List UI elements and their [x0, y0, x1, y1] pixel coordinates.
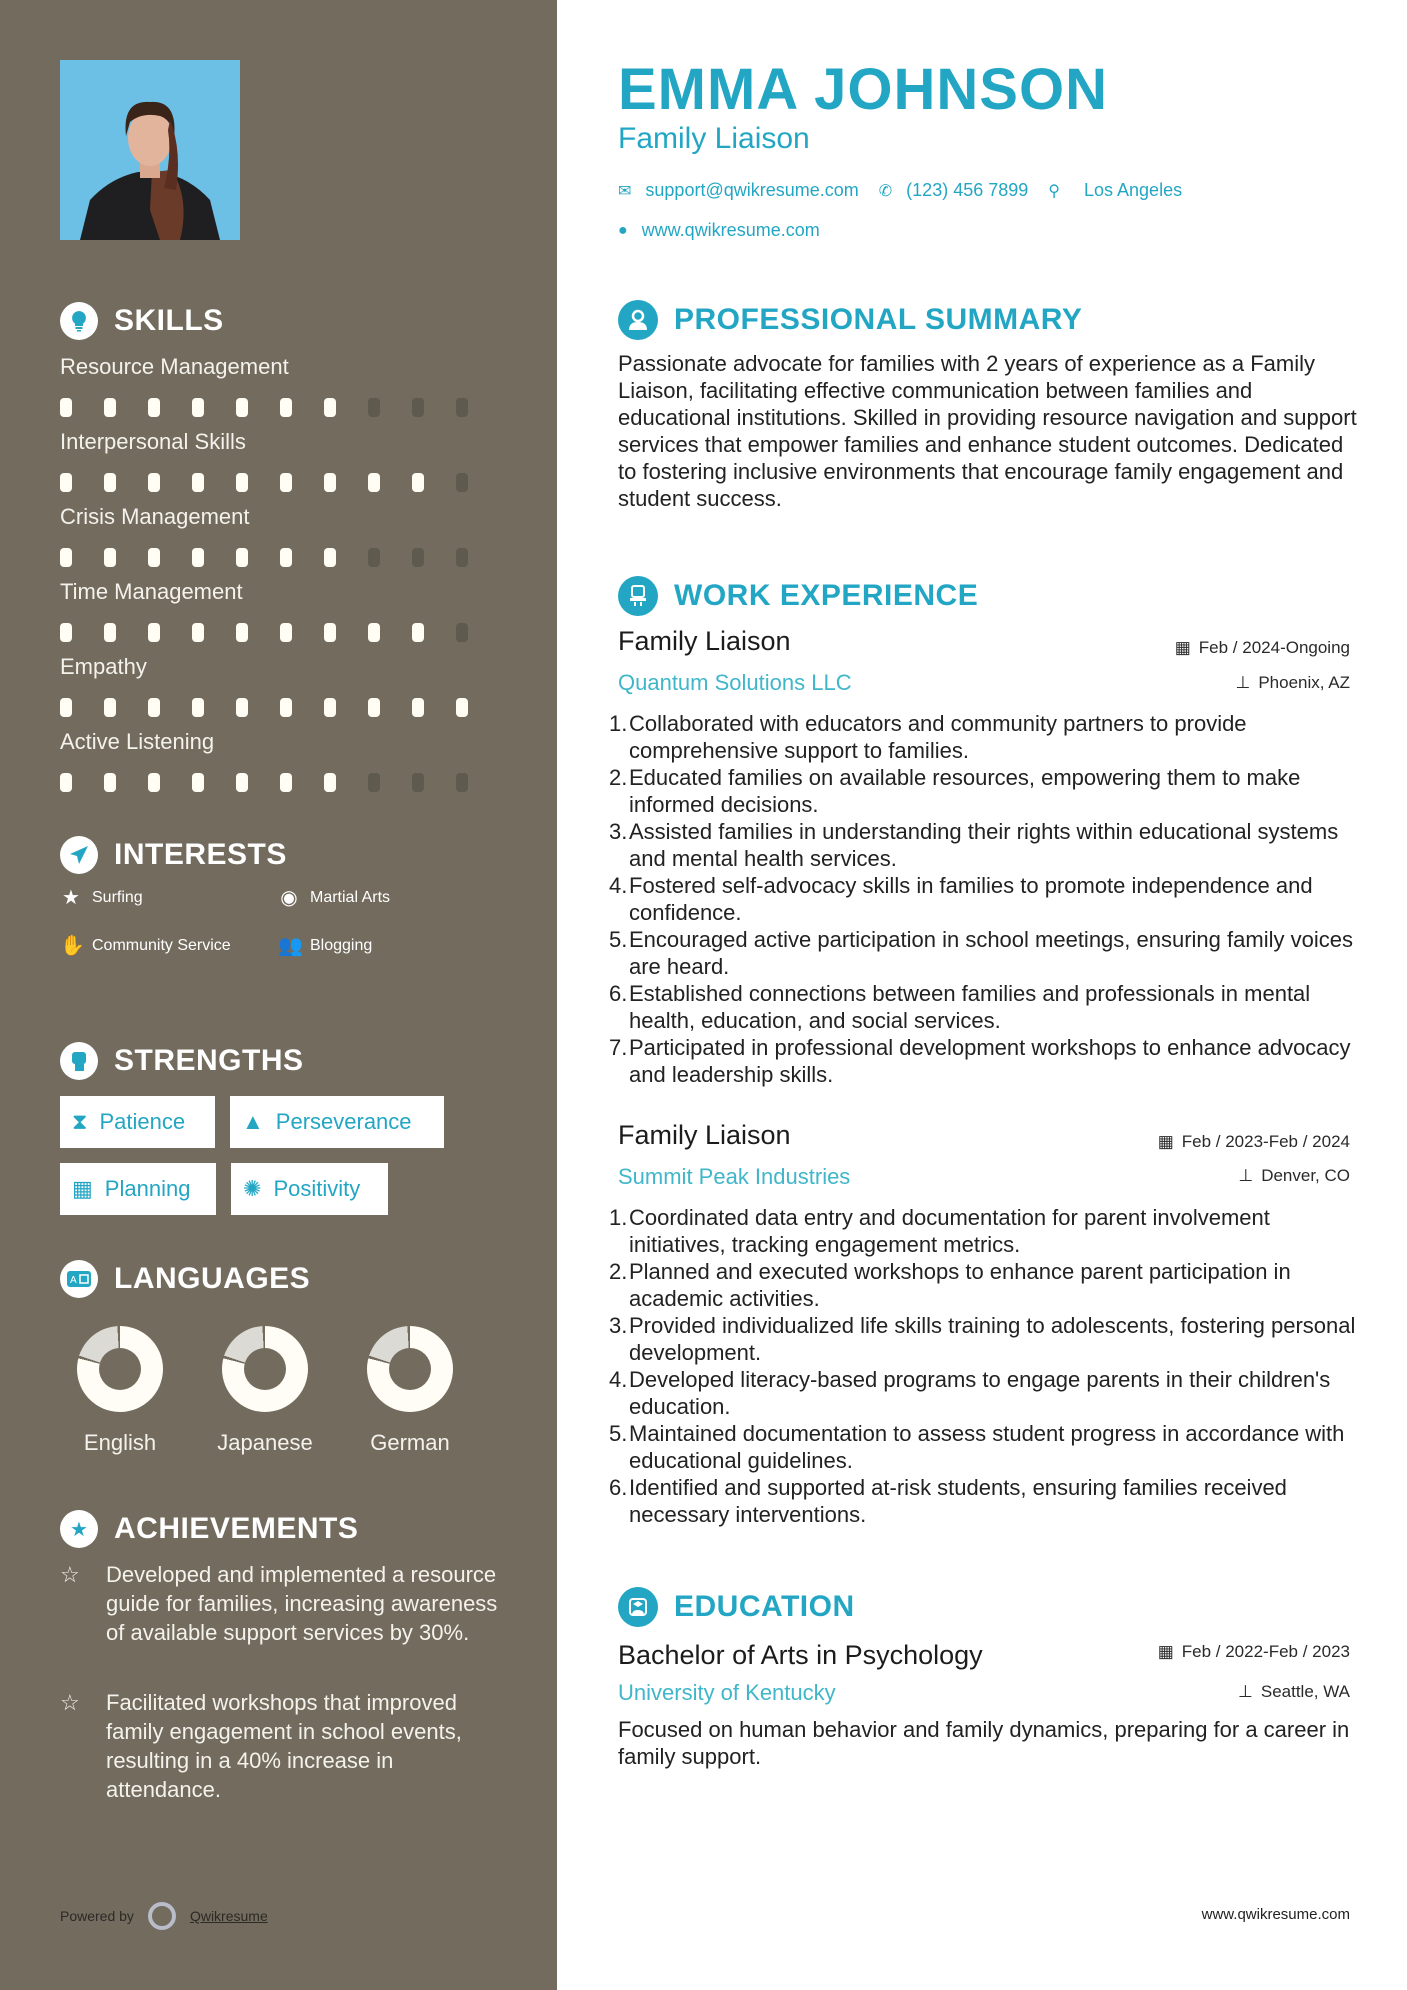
bullet-item: [609, 980, 1369, 1034]
rating-dot: [192, 698, 204, 717]
strength-patience: [60, 1096, 215, 1148]
rating-dot: [60, 623, 72, 642]
rating-dot: [104, 398, 116, 417]
location-text: Phoenix, AZ: [1258, 673, 1350, 692]
skill-name: Resource Management: [60, 354, 289, 379]
phone-icon: ✆: [878, 182, 893, 200]
bullet-text: Assisted families in understanding their rights within educational systems and mental health services.: [629, 819, 1339, 871]
rating-dot: [324, 473, 336, 492]
skill-item: [60, 429, 500, 492]
bullet-number: 4.: [609, 873, 628, 898]
rating-dot: [412, 698, 424, 717]
rating-dot: [192, 623, 204, 642]
rating-dot: [148, 698, 160, 717]
company-name: Quantum Solutions LLC: [618, 670, 852, 695]
bullet-number: 6.: [609, 1475, 628, 1500]
strengths-header: [60, 1042, 304, 1080]
bullet-number: 4.: [609, 1367, 628, 1392]
language-name: Japanese: [217, 1430, 313, 1455]
rating-dot: [148, 548, 160, 567]
calendar-icon: ▦: [72, 1176, 93, 1201]
phone-number: (123) 456 7899: [906, 180, 1029, 200]
bullet-number: 2.: [609, 765, 628, 790]
job-dates: [1158, 1132, 1350, 1152]
achievement-text: Facilitated workshops that improved family engagement in school events, resulting in a 40% increase in attendance.: [106, 1690, 462, 1802]
company-name: Summit Peak Industries: [618, 1164, 851, 1189]
rating-dot: [236, 623, 248, 642]
bullet-text: Developed literacy-based programs to engage parents in their children's education.: [629, 1367, 1331, 1419]
location-text: Seattle, WA: [1260, 1682, 1350, 1701]
bullet-item: [609, 1366, 1369, 1420]
rating-dot: [368, 698, 380, 717]
graduate-icon: [618, 1587, 658, 1627]
rating-dot: [104, 698, 116, 717]
degree: Bachelor of Arts in Psychology: [618, 1640, 983, 1670]
achievements-heading: ACHIEVEMENTS: [114, 1512, 359, 1545]
bullet-text: Established connections between families and professionals in mental health, education, and social services.: [629, 981, 1311, 1033]
rating-dot: [192, 473, 204, 492]
achievements-header: [60, 1510, 358, 1548]
star-icon: ★: [62, 887, 80, 909]
calendar-icon: ▦: [1157, 1132, 1174, 1151]
interest-label: Community Service: [92, 937, 231, 954]
interest-surfing: [60, 884, 143, 912]
strengths-heading: STRENGTHS: [114, 1044, 304, 1077]
rating-dot: [368, 773, 380, 792]
languages-header: [60, 1260, 310, 1298]
achievement-item: [60, 1688, 500, 1804]
rating-dot: [60, 473, 72, 492]
strength-planning: [60, 1163, 216, 1215]
experience-heading: WORK EXPERIENCE: [674, 579, 979, 612]
strength-label: Planning: [104, 1176, 191, 1201]
rating-dot: [456, 623, 468, 642]
rating-dot: [324, 698, 336, 717]
rating-dot: [324, 623, 336, 642]
rating-dot: [104, 548, 116, 567]
job-dates: [1175, 638, 1350, 658]
skills-header: [60, 302, 224, 340]
job-location: [1238, 1166, 1350, 1186]
star-award-icon: ★: [60, 1510, 98, 1548]
dates-text: Feb / 2024-Ongoing: [1198, 638, 1350, 657]
summary-heading: PROFESSIONAL SUMMARY: [674, 303, 1083, 336]
bullet-number: 2.: [609, 1259, 628, 1284]
rating-dot: [148, 623, 160, 642]
globe-icon: ◉: [280, 887, 298, 909]
users-icon: 👥: [278, 935, 303, 957]
bullet-item: [609, 1474, 1369, 1528]
language-english: [60, 1326, 180, 1456]
rating-dot: [456, 473, 468, 492]
experience-header: [618, 576, 978, 616]
language-japanese: [205, 1326, 325, 1456]
education-location: [1238, 1682, 1350, 1702]
bullet-number: 7.: [609, 1035, 628, 1060]
skills-heading: SKILLS: [114, 304, 224, 337]
language-icon: [60, 1260, 98, 1298]
user-icon: [618, 300, 658, 340]
skill-name: Time Management: [60, 579, 243, 604]
strength-perseverance: [230, 1096, 444, 1148]
rating-dot: [148, 773, 160, 792]
language-german: [350, 1326, 470, 1456]
skill-rating: [60, 473, 500, 492]
rating-dot: [368, 623, 380, 642]
summary-header: [618, 300, 1082, 340]
interest-community-service: [60, 932, 260, 960]
rating-dot: [104, 773, 116, 792]
bullet-number: 3.: [609, 1313, 628, 1338]
bullet-item: [609, 710, 1369, 764]
rating-dot: [236, 398, 248, 417]
main-content: [557, 0, 1407, 1990]
envelope-icon: ✉: [618, 182, 632, 200]
dates-text: Feb / 2023-Feb / 2024: [1181, 1132, 1350, 1151]
rating-dot: [60, 398, 72, 417]
bullet-text: Planned and executed workshops to enhance parent participation in academic activities.: [629, 1259, 1291, 1311]
bullet-item: [609, 1312, 1369, 1366]
rating-dot: [236, 698, 248, 717]
rating-dot: [368, 548, 380, 567]
skill-name: Interpersonal Skills: [60, 429, 246, 454]
interests-heading: INTERESTS: [114, 838, 287, 871]
rating-dot: [412, 548, 424, 567]
star-award-icon: ☆: [60, 1690, 80, 1715]
strength-label: Positivity: [273, 1176, 361, 1201]
powered-by: [60, 1902, 268, 1930]
skill-rating: [60, 773, 500, 792]
rating-dot: [368, 473, 380, 492]
profile-photo: [60, 60, 240, 240]
email-link[interactable]: support@qwikresume.com: [645, 180, 859, 200]
hand-icon: ✋: [60, 935, 85, 957]
rating-dot: [324, 773, 336, 792]
rating-dot: [324, 548, 336, 567]
skill-name: Crisis Management: [60, 504, 250, 529]
location-text: Denver, CO: [1261, 1166, 1350, 1185]
bullet-item: [609, 926, 1369, 980]
bullet-text: Coordinated data entry and documentation for parent involvement initiatives, tracking engagement metrics.: [629, 1205, 1270, 1257]
sidebar: [0, 0, 557, 1990]
rating-dot: [60, 548, 72, 567]
rating-dot: [60, 773, 72, 792]
rating-dot: [236, 473, 248, 492]
skill-item: [60, 354, 500, 417]
interests-header: [60, 836, 287, 874]
rating-dot: [104, 623, 116, 642]
road-icon: ▲: [242, 1109, 264, 1134]
bullet-text: Participated in professional development workshops to enhance advocacy and leadership skills.: [629, 1035, 1351, 1087]
skill-rating: [60, 548, 500, 567]
skill-rating: [60, 623, 500, 642]
bullet-number: 3.: [609, 819, 628, 844]
paper-plane-icon: [60, 836, 98, 874]
pin-icon: ⊥: [1235, 673, 1251, 692]
skill-rating: [60, 398, 500, 417]
rating-dot: [368, 398, 380, 417]
education-dates: [1158, 1642, 1350, 1662]
rating-dot: [148, 398, 160, 417]
qwikresume-link[interactable]: Qwikresume: [189, 1908, 268, 1924]
candidate-title: Family Liaison: [618, 122, 810, 155]
bullet-item: [609, 818, 1369, 872]
bullet-number: 1.: [609, 1205, 628, 1230]
achievement-item: [60, 1560, 500, 1647]
candidate-name: EMMA JOHNSON: [618, 57, 1108, 122]
bullet-item: [609, 1204, 1369, 1258]
bullet-number: 1.: [609, 711, 628, 736]
rating-dot: [280, 623, 292, 642]
rating-dot: [192, 548, 204, 567]
rating-dot: [280, 773, 292, 792]
bullet-item: [609, 1034, 1369, 1088]
bullet-item: [609, 1420, 1369, 1474]
skill-item: [60, 504, 500, 567]
map-pin-icon: ⚲: [1048, 182, 1060, 200]
fist-icon: [60, 1042, 98, 1080]
bullet-number: 6.: [609, 981, 628, 1006]
interest-blogging: [278, 932, 372, 960]
school-name: University of Kentucky: [618, 1680, 836, 1705]
skill-item: [60, 654, 500, 717]
bullet-number: 5.: [609, 927, 628, 952]
pin-icon: ⊥: [1238, 1166, 1254, 1185]
interest-label: Surfing: [92, 889, 143, 906]
location: Los Angeles: [1084, 180, 1183, 200]
dates-text: Feb / 2022-Feb / 2023: [1181, 1642, 1350, 1661]
skill-name: Empathy: [60, 654, 147, 679]
contact-row: [618, 180, 1182, 201]
skill-name: Active Listening: [60, 729, 215, 754]
interest-label: Martial Arts: [310, 889, 391, 906]
star-award-icon: ☆: [60, 1562, 80, 1587]
bullet-text: Educated families on available resources, empowering them to make informed decisions.: [629, 765, 1301, 817]
job-bullets: [609, 710, 1369, 1088]
education-header: [618, 1587, 855, 1627]
rating-dot: [412, 623, 424, 642]
skill-item: [60, 579, 500, 642]
rating-dot: [280, 698, 292, 717]
rating-dot: [456, 698, 468, 717]
website-link[interactable]: www.qwikresume.com: [641, 220, 820, 240]
rating-dot: [104, 473, 116, 492]
rating-dot: [280, 548, 292, 567]
bullet-number: 5.: [609, 1421, 628, 1446]
rating-dot: [148, 473, 160, 492]
footer-website[interactable]: www.qwikresume.com: [1201, 1906, 1350, 1923]
rating-dot: [456, 548, 468, 567]
language-level-chart: [77, 1326, 163, 1412]
education-description: Focused on human behavior and family dynamics, preparing for a career in family support.: [618, 1717, 1350, 1769]
rating-dot: [456, 773, 468, 792]
svg-text:A: A: [70, 1275, 77, 1286]
calendar-icon: ▦: [1174, 638, 1191, 657]
language-name: German: [370, 1430, 450, 1455]
summary-text: Passionate advocate for families with 2 years of experience as a Family Liaison, facilitating effective communication between families and educational institutions. Skilled in providing resource navigation and support services that empower families and enhance student outcomes. Dedicated to fostering inclusive environments that encourage family engagement and student success.: [618, 351, 1357, 511]
rating-dot: [412, 473, 424, 492]
rating-dot: [236, 773, 248, 792]
language-level-chart: [367, 1326, 453, 1412]
bullet-item: [609, 764, 1369, 818]
job-title: Family Liaison: [618, 1120, 791, 1150]
calendar-icon: ▦: [1157, 1642, 1174, 1661]
languages-heading: LANGUAGES: [114, 1262, 311, 1295]
skill-rating: [60, 698, 500, 717]
powered-by-label: Powered by: [60, 1908, 134, 1924]
bullet-text: Maintained documentation to assess student progress in accordance with educational guidelines.: [629, 1421, 1345, 1473]
website-row: [618, 220, 820, 241]
rating-dot: [412, 398, 424, 417]
globe-icon: ●: [618, 221, 628, 239]
language-name: English: [83, 1430, 157, 1455]
rating-dot: [280, 398, 292, 417]
interest-martial-arts: [278, 884, 390, 912]
bullet-text: Provided individualized life skills training to adolescents, fostering personal development.: [629, 1313, 1356, 1365]
hourglass-icon: ⧗: [72, 1109, 88, 1134]
bullet-text: Collaborated with educators and community partners to provide comprehensive support to families.: [629, 711, 1247, 763]
qwikresume-logo-icon: [148, 1902, 176, 1930]
achievement-text: Developed and implemented a resource guide for families, increasing awareness of available support services by 30%.: [106, 1562, 498, 1645]
rating-dot: [236, 548, 248, 567]
sun-icon: ✺: [243, 1176, 262, 1201]
education-heading: EDUCATION: [674, 1590, 855, 1623]
chair-icon: [618, 576, 658, 616]
job-location: [1236, 673, 1350, 693]
job-title: Family Liaison: [618, 626, 791, 656]
bullet-text: Encouraged active participation in school meetings, ensuring family voices are heard.: [629, 927, 1353, 979]
strength-label: Patience: [99, 1109, 186, 1134]
rating-dot: [192, 398, 204, 417]
rating-dot: [60, 698, 72, 717]
rating-dot: [412, 773, 424, 792]
bullet-item: [609, 1258, 1369, 1312]
rating-dot: [324, 398, 336, 417]
bullet-text: Identified and supported at-risk students, ensuring families received necessary interventions.: [629, 1475, 1287, 1527]
rating-dot: [280, 473, 292, 492]
bullet-item: [609, 872, 1369, 926]
rating-dot: [192, 773, 204, 792]
skill-item: [60, 729, 500, 792]
rating-dot: [456, 398, 468, 417]
bullet-text: Fostered self-advocacy skills in families to promote independence and confidence.: [629, 873, 1313, 925]
strength-label: Perseverance: [275, 1109, 412, 1134]
interest-label: Blogging: [310, 937, 373, 954]
language-level-chart: [222, 1326, 308, 1412]
strength-positivity: [231, 1163, 388, 1215]
lightbulb-icon: [60, 302, 98, 340]
pin-icon: ⊥: [1238, 1682, 1253, 1701]
job-bullets: [609, 1204, 1369, 1528]
